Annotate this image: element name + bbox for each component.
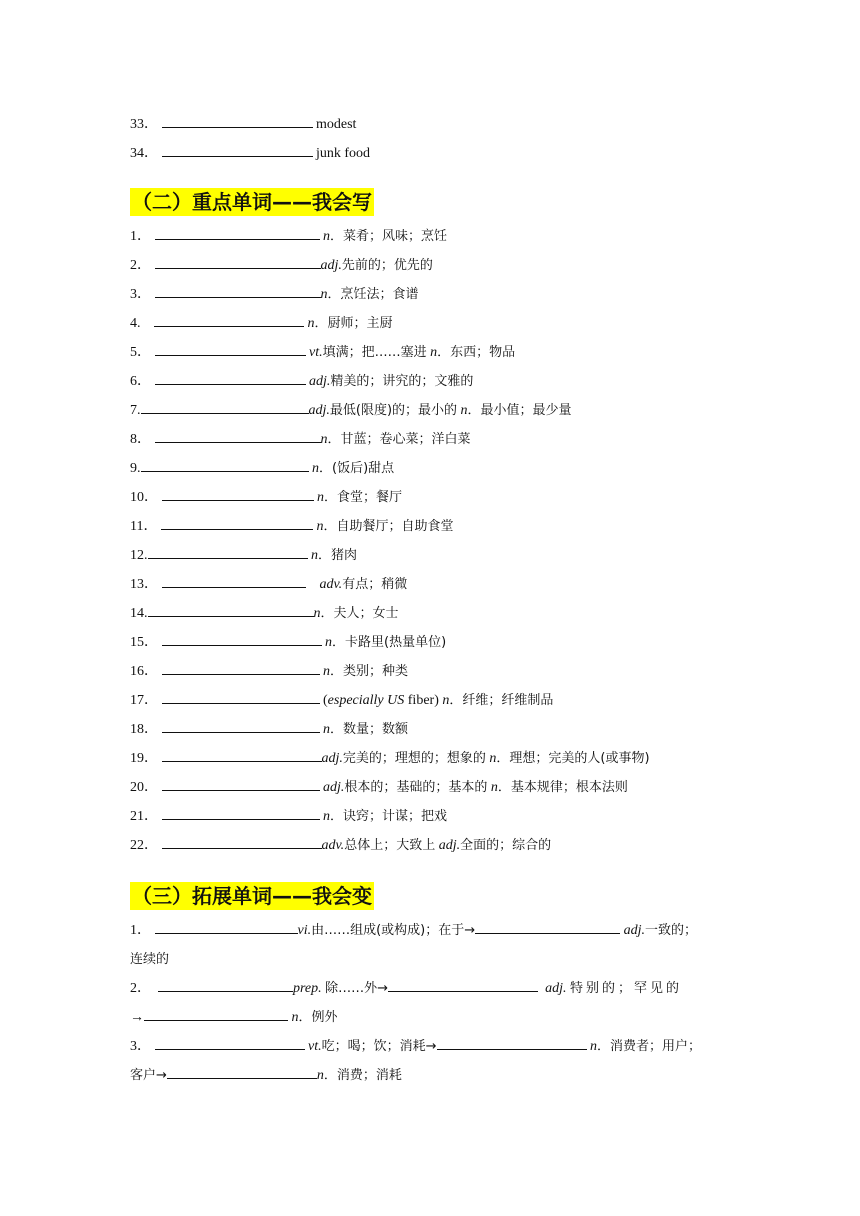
- part-of-speech: n: [312, 461, 319, 476]
- answer-blank[interactable]: [162, 777, 320, 791]
- list-item: [130, 309, 730, 338]
- answer-blank[interactable]: [162, 719, 320, 733]
- list-item: [130, 454, 730, 483]
- part-of-speech: vi.: [297, 923, 312, 938]
- part-of-speech: adj.: [623, 923, 646, 938]
- list-item: [130, 744, 730, 773]
- answer-blank[interactable]: [162, 748, 322, 762]
- part-of-speech: n: [323, 809, 330, 824]
- section-heading: （二）重点单词——我会写: [132, 190, 372, 214]
- list-item: [130, 628, 730, 657]
- list-item: [130, 974, 730, 1032]
- list-item: [130, 110, 730, 139]
- part-of-speech: n: [590, 1039, 598, 1054]
- item-word: junk food: [316, 146, 371, 161]
- list-item: [130, 541, 730, 570]
- answer-blank[interactable]: [162, 632, 322, 646]
- part-of-speech: n: [325, 635, 332, 650]
- definition: 填满；把……塞进: [322, 345, 427, 360]
- part-of-speech: n: [320, 287, 328, 302]
- part-of-speech: n: [316, 1068, 324, 1083]
- part-of-speech: adj.: [308, 403, 330, 418]
- list-item: [130, 483, 730, 512]
- item-number: 3．: [130, 1039, 151, 1054]
- definition: 精美的；讲究的；文雅的: [330, 374, 474, 389]
- definition-continued: 客户→: [130, 1068, 167, 1083]
- part-of-speech: adj.: [323, 780, 345, 795]
- definition: ．基本规律；根本法则: [497, 780, 628, 795]
- part-of-speech: n: [320, 432, 328, 447]
- list-item: [130, 512, 730, 541]
- list-item: [130, 396, 730, 425]
- answer-blank[interactable]: [158, 978, 293, 992]
- list-item: [130, 139, 730, 168]
- answer-blank[interactable]: [144, 1007, 288, 1021]
- item-number: 19．: [130, 751, 158, 766]
- definition: 除……外→: [325, 981, 389, 996]
- part-of-speech: n: [489, 751, 497, 766]
- part-of-speech: vt.: [309, 345, 323, 360]
- part-of-speech: n: [323, 229, 330, 244]
- definition: 特别的；罕见的: [569, 981, 682, 996]
- section-heading: （三）拓展单词——我会变: [132, 884, 372, 908]
- answer-blank[interactable]: [154, 313, 304, 327]
- answer-blank[interactable]: [388, 978, 538, 992]
- definition: ．消费者；用户；: [597, 1039, 702, 1054]
- part-of-speech: adv.: [321, 838, 345, 853]
- part-of-speech: n: [313, 606, 321, 621]
- answer-blank[interactable]: [148, 545, 308, 559]
- part-of-speech: adj.: [320, 258, 342, 273]
- part-of-speech: n: [490, 780, 498, 795]
- answer-blank[interactable]: [162, 114, 313, 128]
- list-item: [130, 657, 730, 686]
- list-item: [130, 802, 730, 831]
- definition: ．例外: [298, 1010, 338, 1025]
- list-item: [130, 599, 730, 628]
- list-item: [130, 280, 730, 309]
- answer-blank[interactable]: [155, 284, 321, 298]
- item-word: modest: [316, 117, 357, 132]
- worksheet-page: [130, 110, 730, 1090]
- definition: ．纤维；纤维制品: [449, 693, 554, 708]
- part-of-speech: adv.: [319, 577, 343, 592]
- list-item: [130, 338, 730, 367]
- item-number: 11．: [130, 519, 158, 534]
- list-item: [130, 367, 730, 396]
- definition: ．数量；数额: [330, 722, 409, 737]
- part-of-speech: n: [430, 345, 438, 360]
- list-item: [130, 686, 730, 715]
- answer-blank[interactable]: [155, 371, 306, 385]
- item-number: 2．: [130, 981, 151, 996]
- item-number: 16．: [130, 664, 158, 679]
- part-of-speech: n: [317, 490, 324, 505]
- answer-blank[interactable]: [162, 690, 320, 704]
- answer-blank[interactable]: [155, 342, 306, 356]
- definition: 吃；喝；饮；消耗→: [321, 1039, 437, 1054]
- list-item: [130, 425, 730, 454]
- definition-continued: 连续的: [130, 952, 170, 967]
- list-item: [130, 251, 730, 280]
- item-number: 14.: [130, 606, 148, 621]
- definition: 根本的；基础的；基本的: [344, 780, 488, 795]
- part-of-speech: n: [316, 519, 324, 534]
- list-item: [130, 773, 730, 802]
- item-number: 10．: [130, 490, 158, 505]
- item-number: 18．: [130, 722, 158, 737]
- list-item: [130, 831, 730, 860]
- definition: ．烹饪法；食谱: [327, 287, 419, 302]
- list-item: [130, 222, 730, 251]
- item-number: 22．: [130, 838, 158, 853]
- list-item: [130, 715, 730, 744]
- definition: ．消费；消耗: [323, 1068, 402, 1083]
- definition: ．自助餐厅；自助食堂: [323, 519, 454, 534]
- definition: ．猪肉: [318, 548, 358, 563]
- item-number: 17．: [130, 693, 158, 708]
- item-number: 7.: [130, 403, 141, 418]
- definition: ．理想；完美的人(或事物): [496, 751, 650, 766]
- definition: 一致的；: [645, 923, 698, 938]
- answer-blank[interactable]: [162, 143, 313, 157]
- definition: ．(饭后)甜点: [319, 461, 395, 476]
- part-of-speech: n: [460, 403, 468, 418]
- answer-blank[interactable]: [155, 255, 321, 269]
- definition: ．诀窍；计谋；把戏: [330, 809, 448, 824]
- answer-blank[interactable]: [155, 226, 320, 240]
- part-of-speech: n: [307, 316, 315, 331]
- item-number: 8．: [130, 432, 151, 447]
- part-of-speech: adj.: [545, 981, 567, 996]
- definition: ．东西；物品: [437, 345, 516, 360]
- definition: ．最小值；最少量: [467, 403, 572, 418]
- answer-blank[interactable]: [155, 429, 321, 443]
- definition: ．夫人；女士: [320, 606, 399, 621]
- answer-blank[interactable]: [162, 661, 320, 675]
- answer-blank[interactable]: [162, 487, 314, 501]
- definition: ．甘蓝；卷心菜；洋白菜: [327, 432, 471, 447]
- item-number: 4.: [130, 316, 141, 331]
- answer-blank[interactable]: [162, 574, 306, 588]
- answer-blank[interactable]: [141, 400, 309, 414]
- item-number: 15．: [130, 635, 158, 650]
- list-item: [130, 1032, 730, 1090]
- item-number: 9.: [130, 461, 141, 476]
- item-number: 20．: [130, 780, 158, 795]
- answer-blank[interactable]: [437, 1036, 587, 1050]
- part-of-speech: n: [323, 722, 330, 737]
- part-of-speech: n: [311, 548, 318, 563]
- answer-blank[interactable]: [155, 920, 298, 934]
- item-number: 12.: [130, 548, 148, 563]
- part-of-speech: n: [291, 1010, 299, 1025]
- item-number: 6．: [130, 374, 151, 389]
- item-number: 3．: [130, 287, 151, 302]
- answer-blank[interactable]: [148, 603, 314, 617]
- list-item: [130, 570, 730, 599]
- item-number: 33．: [130, 117, 158, 132]
- definition: 有点；稍微: [342, 577, 408, 592]
- definition: 先前的；优先的: [341, 258, 433, 273]
- answer-blank[interactable]: [141, 458, 309, 472]
- part-of-speech: n: [442, 693, 450, 708]
- part-of-speech: prep.: [293, 981, 322, 996]
- part-of-speech: adj.: [321, 751, 343, 766]
- part-of-speech: n: [323, 664, 330, 679]
- part-of-speech: adj.: [309, 374, 331, 389]
- spelling-note: (especially US fiber): [323, 693, 439, 708]
- item-number: 1．: [130, 229, 151, 244]
- answer-blank[interactable]: [155, 1036, 305, 1050]
- answer-blank[interactable]: [167, 1065, 317, 1079]
- definition: 全面的；综合的: [460, 838, 552, 853]
- item-number: 13．: [130, 577, 158, 592]
- definition: ．菜肴；风味；烹饪: [330, 229, 448, 244]
- definition: 由……组成(或构成)；在于→: [311, 923, 476, 938]
- definition: ．类别；种类: [330, 664, 409, 679]
- answer-blank[interactable]: [475, 920, 620, 934]
- item-number: 2．: [130, 258, 151, 273]
- definition: 最低(限度)的；最小的: [329, 403, 458, 418]
- item-number: 5．: [130, 345, 151, 360]
- part-of-speech: adj.: [438, 838, 461, 853]
- item-number: 1．: [130, 923, 151, 938]
- answer-blank[interactable]: [162, 835, 322, 849]
- definition: ．卡路里(热量单位): [332, 635, 447, 650]
- list-item: [130, 916, 730, 974]
- item-number: 21．: [130, 809, 158, 824]
- definition: 总体上；大致上: [344, 838, 436, 853]
- definition: ．厨师；主厨: [314, 316, 393, 331]
- arrow-icon: →: [130, 1010, 144, 1025]
- definition: ．食堂；餐厅: [324, 490, 403, 505]
- answer-blank[interactable]: [161, 516, 313, 530]
- item-number: 34．: [130, 146, 158, 161]
- part-of-speech: vt.: [308, 1039, 322, 1054]
- definition: 完美的；理想的；想象的: [342, 751, 486, 766]
- answer-blank[interactable]: [162, 806, 320, 820]
